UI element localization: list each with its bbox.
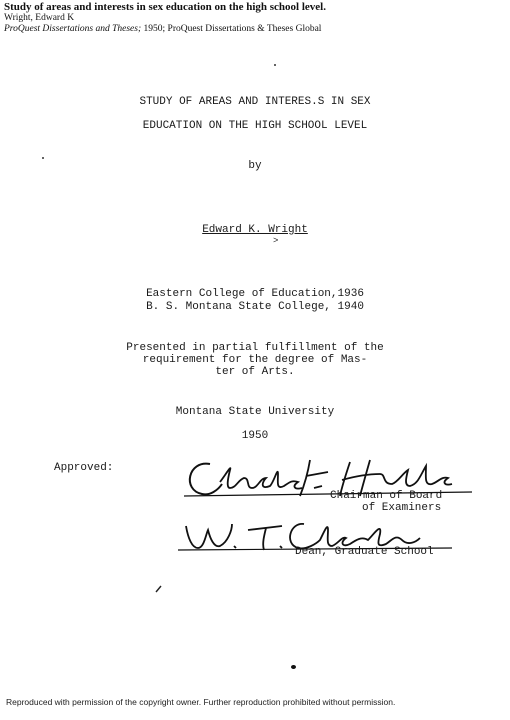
- thesis-title-line-1: STUDY OF AREAS AND INTERES.S IN SEX: [139, 96, 371, 108]
- scan-mark: [154, 584, 164, 594]
- approved-label: Approved:: [54, 462, 114, 474]
- citation-author: Wright, Edward K: [4, 13, 75, 23]
- degree-line-2: B. S. Montana State College, 1940: [146, 301, 364, 313]
- purpose-line-1: Presented in partial fulfillment of the: [126, 342, 384, 354]
- citation-source: [4, 24, 326, 35]
- citation-source-rest: 1950; ProQuest Dissertations & Theses Global: [141, 24, 322, 34]
- scan-mark: >: [273, 236, 279, 246]
- chairman-title-line-2: of Examiners: [362, 502, 442, 514]
- citation-header: [4, 2, 326, 35]
- citation-source-italic: ProQuest Dissertations and Theses;: [4, 24, 142, 34]
- university-name: Montana State University: [175, 406, 335, 418]
- purpose-line-3: ter of Arts.: [215, 366, 295, 378]
- thesis-author: Edward K. Wright: [202, 224, 308, 236]
- scan-speck: [274, 64, 276, 66]
- degree-line-1: Eastern College of Education,1936: [146, 288, 364, 300]
- scan-speck: [42, 157, 44, 159]
- copyright-notice: Reproduced with permission of the copyright owner. Further reproduction prohibited without permission.: [6, 697, 396, 707]
- chairman-title-line-1: Chairman of Board: [330, 490, 443, 502]
- citation-title: Study of areas and interests in sex education on the high school level.: [4, 1, 326, 13]
- year: 1950: [241, 430, 269, 442]
- purpose-line-2: requirement for the degree of Mas-: [142, 354, 368, 366]
- by-label: by: [248, 160, 262, 172]
- scan-speck: [291, 665, 296, 669]
- thesis-title-line-2: EDUCATION ON THE HIGH SCHOOL LEVEL: [142, 120, 368, 132]
- dean-title: Dean, Graduate School: [295, 546, 434, 558]
